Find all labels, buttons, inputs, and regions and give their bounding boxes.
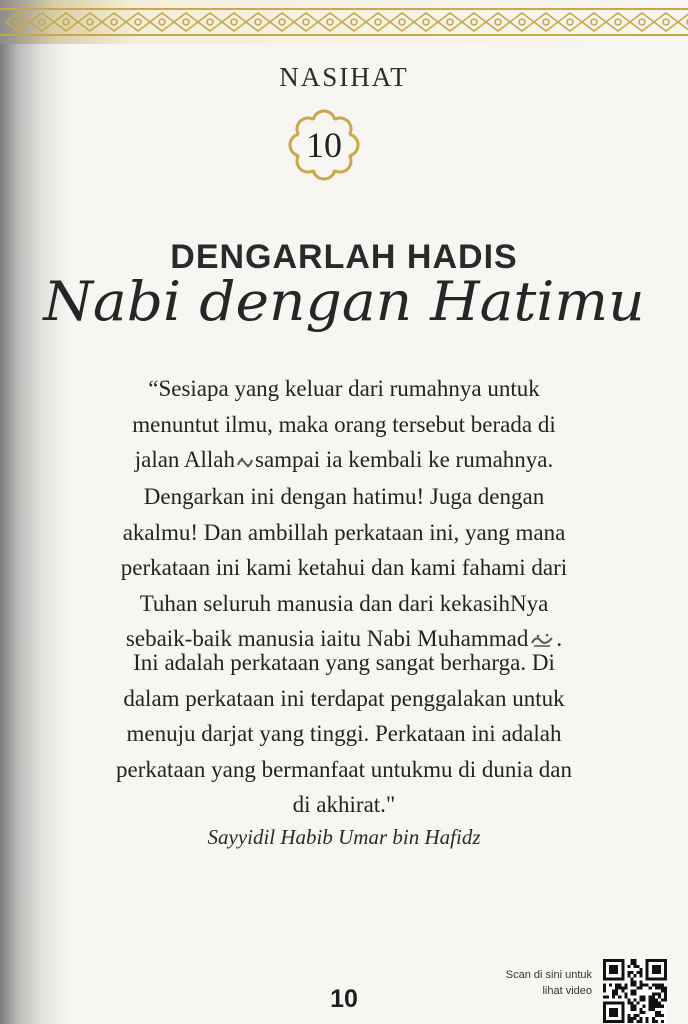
header-ornament-border — [0, 0, 688, 44]
attribution: Sayyidil Habib Umar bin Hafidz — [207, 825, 481, 849]
quote-line: menuju darjat yang tinggi. Perkataan ini adalah — [126, 721, 562, 746]
quote-line: Tuhan seluruh manusia dan dari kekasihNya — [139, 590, 549, 616]
swt-calligraphy-icon — [237, 444, 253, 480]
page-gutter-shadow — [0, 0, 70, 1024]
quote-line: akalmu! Dan ambillah perkataan ini, yang mana — [122, 519, 566, 545]
quote-line-part: sampai ia kembali ke rumahnya. — [255, 447, 554, 472]
quote-line: perkataan ini kami ketahui dan kami fahami dari — [120, 555, 568, 581]
gold-geometric-border-icon — [0, 6, 688, 38]
quote-line-part: jalan Allah — [134, 447, 235, 472]
scan-line: Scan di sini untuk — [505, 969, 592, 981]
quote-line: perkataan yang bermanfaat untukmu di dunia dan — [115, 756, 572, 782]
quote-line: Dengarkan ini dengan hatimu! Juga dengan — [143, 484, 545, 510]
qr-code-icon[interactable] — [603, 959, 667, 1023]
page-number: 10 — [330, 985, 358, 1013]
quote-line: di akhirat." — [292, 792, 396, 817]
quote-line-part: . — [556, 626, 563, 652]
quote-line: Ini adalah perkataan yang sangat berharga. Di — [133, 650, 555, 675]
quote-paragraph-2 — [88, 645, 600, 823]
nasihat-number: 10 — [306, 125, 342, 165]
quote-line: menuntut ilmu, maka orang tersebut berada di — [132, 411, 556, 437]
quote-paragraph-1 — [88, 371, 600, 659]
title-main: DENGARLAH HADIS — [170, 238, 518, 276]
title-script: Nabi dengan Hatimu — [43, 270, 645, 333]
quote-line — [88, 442, 600, 479]
quote-line: “Sesiapa yang keluar dari rumahnya untuk — [148, 376, 540, 401]
scan-instructions — [476, 967, 592, 999]
nasihat-label: NASIHAT — [279, 62, 409, 92]
scan-line: lihat video — [542, 985, 592, 997]
number-badge — [286, 107, 362, 183]
quote-line-part: sebaik-baik manusia iaitu Nabi Muhammad — [125, 626, 529, 652]
quote-line: dalam perkataan ini terdapat penggalakan untuk — [123, 685, 565, 711]
